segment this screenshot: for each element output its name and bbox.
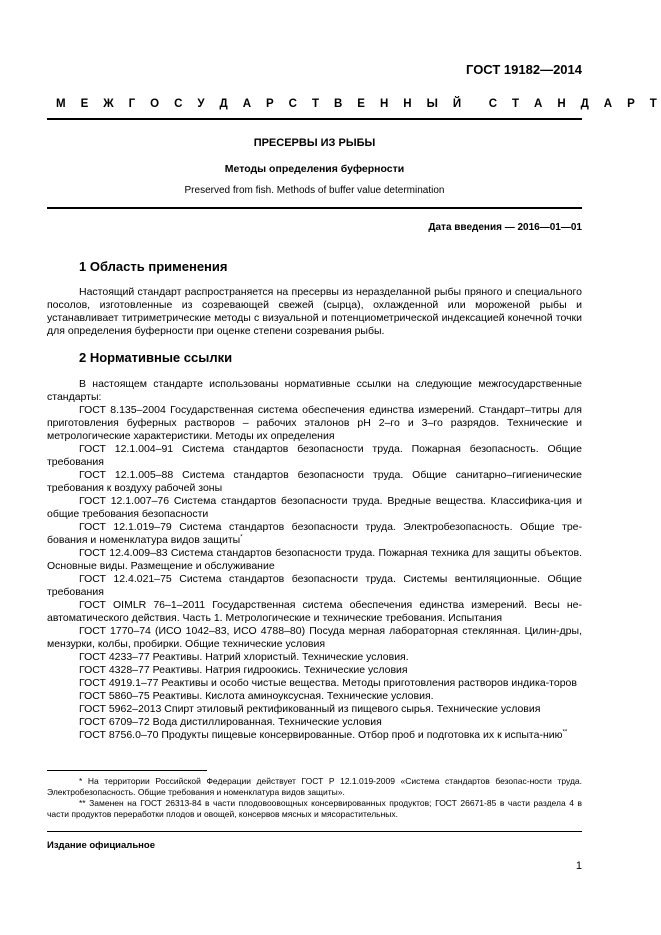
reference-text: ГОСТ 4919.1–77 Реактивы и особо чистые вещества. Методы приготовления растворов индика-торов: [79, 677, 577, 689]
document-title: ПРЕСЕРВЫ ИЗ РЫБЫ: [253, 137, 376, 149]
section-2-body: [47, 378, 582, 742]
footnote-text: ** Заменен на ГОСТ 26313-84 в части плодовоовощных консервированных продуктов; ГОСТ 26671-85 в части раздела 4 в части продуктов переработки плодов и овощей, консервов мясных и мясорастительных.: [47, 798, 582, 819]
reference-text: ГОСТ 12.1.007–76 Система стандартов безопасности труда. Вредные вещества. Классифика-ция и общие требования безопасности: [47, 495, 582, 520]
reference-text: ГОСТ 5962–2013 Спирт этиловый ректификованный из пищевого сырья. Технические условия: [79, 703, 541, 715]
normative-reference: [47, 469, 582, 495]
banner-interstate: М Е Ж Г О С У Д А Р С Т В Е Н Н Ы Й: [56, 98, 466, 110]
normative-reference: [47, 625, 582, 651]
normative-reference: [47, 729, 582, 742]
normative-reference: [47, 690, 582, 703]
normative-reference: [47, 664, 582, 677]
reference-text: ГОСТ 1770–74 (ИСО 1042–83, ИСО 4788–80) Посуда мерная лабораторная стеклянная. Цилин-дры, мензурки, колбы, пробирки. Общие технические условия: [47, 625, 582, 650]
section-1-body: [47, 286, 582, 338]
reference-text: ГОСТ 12.4.009–83 Система стандартов безопасности труда. Пожарная техника для защиты объектов. Основные виды. Размещение и обслуживание: [47, 547, 582, 572]
normative-reference: [47, 573, 582, 599]
normative-reference: [47, 677, 582, 690]
normative-reference: [47, 443, 582, 469]
normative-reference: [47, 495, 582, 521]
footnote-text: * На территории Российской Федерации действует ГОСТ Р 12.1.019-2009 «Система стандартов безопас-ности труда. Электробезопасность. Общие требования и номенклатура видов защиты».: [47, 776, 582, 797]
reference-text: ГОСТ 12.1.004–91 Система стандартов безопасности труда. Пожарная безопасность. Общие требования: [47, 443, 582, 468]
reference-text: ГОСТ 8.135–2004 Государственная система обеспечения единства измерений. Стандарт–титры для приготовления буферных растворов – рабочих эталонов рН 2–го и 3–го разрядов. Технические и метрологические характеристики. Методы их определения: [47, 404, 582, 442]
introduction-date: Дата введения — 2016—01—01: [428, 222, 582, 233]
normative-reference: [47, 651, 582, 664]
footnotes: [47, 776, 582, 820]
footnote-mark: *: [240, 534, 243, 541]
footer-rule: [47, 831, 582, 832]
reference-text: ГОСТ 6709–72 Вода дистиллированная. Технические условия: [79, 716, 382, 728]
footnote-rule: [47, 770, 207, 771]
footnote-mark: **: [562, 729, 568, 736]
page-number: 1: [575, 860, 582, 872]
normative-reference: [47, 599, 582, 625]
title-rule: [47, 207, 582, 209]
section-1-heading: 1 Область применения: [79, 259, 228, 274]
reference-text: ГОСТ 12.1.019–79 Система стандартов безопасности труда. Электробезопасность. Общие тре-бования и номенклатура видов защиты: [47, 521, 582, 546]
standard-banner: [56, 98, 661, 110]
section-2-heading: 2 Нормативные ссылки: [79, 350, 233, 365]
reference-text: ГОСТ 5860–75 Реактивы. Кислота аминоуксусная. Технические условия.: [79, 690, 434, 702]
standard-code: ГОСТ 19182—2014: [466, 62, 582, 77]
reference-text: ГОСТ 12.4.021–75 Система стандартов безопасности труда. Системы вентиляционные. Общие требования: [47, 573, 582, 598]
document-subtitle: Методы определения буферности: [224, 163, 405, 175]
reference-text: ГОСТ 4328–77 Реактивы. Натрия гидроокись. Технические условия: [79, 664, 408, 676]
reference-text: ГОСТ 12.1.005–88 Система стандартов безопасности труда. Общие санитарно–гигиенические требования к воздуху рабочей зоны: [47, 469, 582, 494]
normative-reference: [47, 716, 582, 729]
english-title: Preserved from fish. Methods of buffer value determination: [184, 185, 445, 196]
section-2-intro: В настоящем стандарте использованы нормативные ссылки на следующие межгосударственные стандарты:: [47, 378, 582, 403]
reference-text: ГОСТ 4233–77 Реактивы. Натрий хлористый. Технические условия.: [79, 651, 409, 663]
normative-reference: [47, 521, 582, 547]
normative-reference: [47, 404, 582, 443]
reference-text: ГОСТ 8756.0–70 Продукты пищевые консервированные. Отбор проб и подготовка их к испыта-нию: [79, 729, 563, 741]
banner-standard: С Т А Н Д А Р Т: [488, 98, 661, 110]
normative-reference: [47, 547, 582, 573]
normative-reference: [47, 703, 582, 716]
edition-label: Издание официальное: [47, 840, 155, 851]
section-1-text: Настоящий стандарт распространяется на пресервы из неразделанной рыбы пряного и специального посолов, изготовленные из созревающей свежей (сырца), охлажденной или мороженой рыбы и устанавливает титриметрические методы с визуальной и потенциометрической индексацией конечной точки для определения буферности при оценке степени созревания рыбы.: [47, 286, 582, 337]
header-rule: [47, 118, 582, 120]
reference-text: ГОСТ OIMLR 76–1–2011 Государственная система обеспечения единства измерений. Весы не-автоматического действия. Часть 1. Метрологические и технические требования. Испытания: [47, 599, 582, 624]
